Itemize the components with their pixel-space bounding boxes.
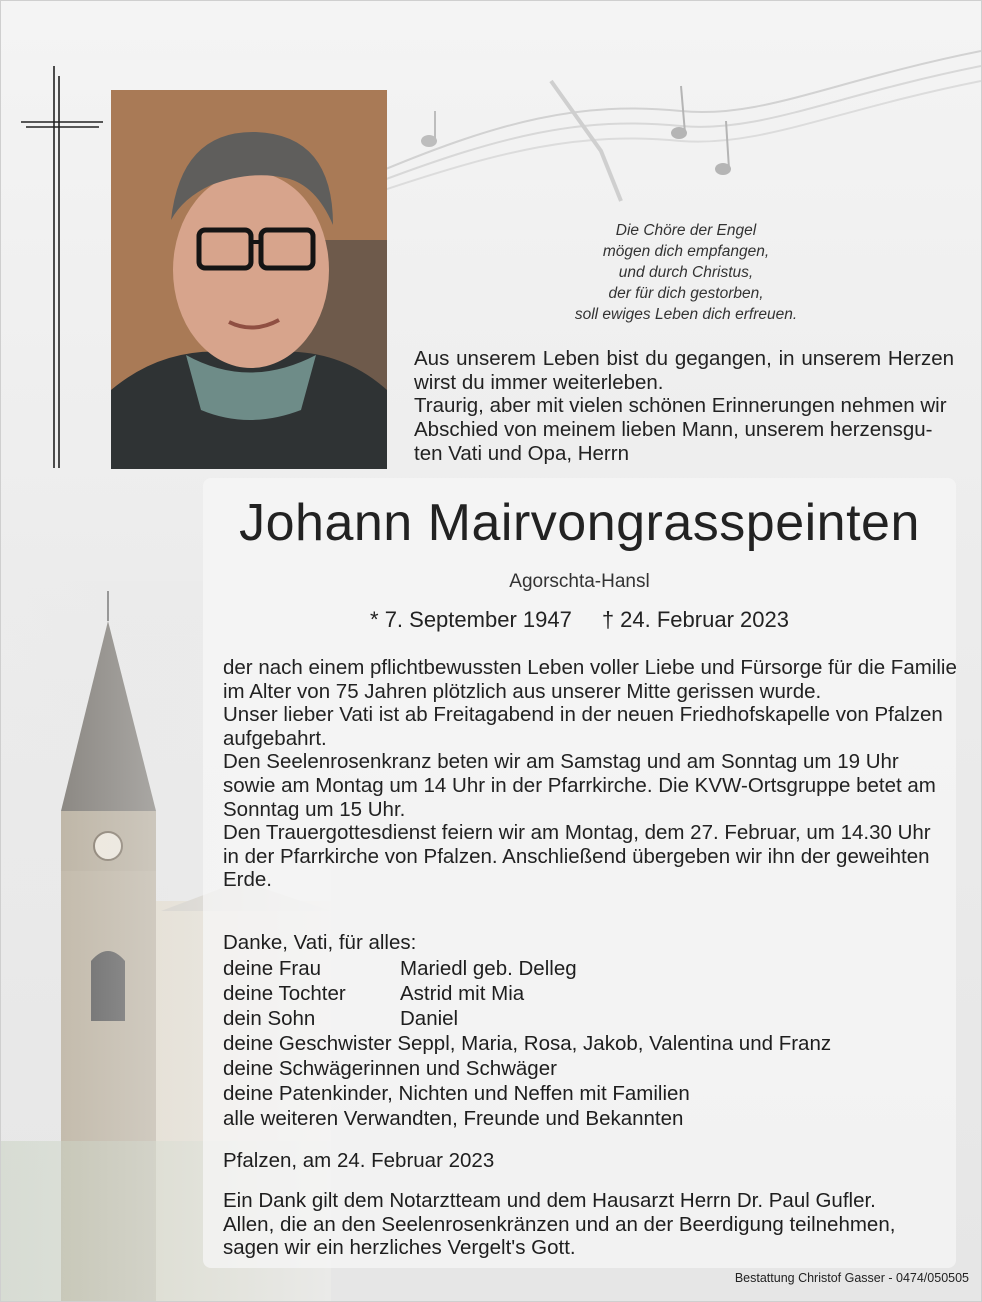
quote-verse	[521, 220, 851, 325]
body-line: sowie am Montag um 14 Uhr in der Pfarrkirche. Die KVW-Ortsgruppe betet am	[223, 773, 936, 797]
body-line: Erde.	[223, 868, 272, 892]
deceased-nickname: Agorschta-Hansl	[509, 571, 650, 592]
birth-date: * 7. September 1947	[370, 607, 572, 632]
intro-line: Aus unserem Leben bist du gegangen, in unserem Herzen	[414, 347, 954, 370]
body-line: der nach einem pflichtbewussten Leben voller Liebe und Fürsorge für die Familie	[223, 656, 957, 679]
thanks-line: Ein Dank gilt dem Notarztteam und dem Hausarzt Herrn Dr. Paul Gufler.	[223, 1189, 876, 1212]
mourner-row	[223, 1006, 953, 1031]
quote-line: der für dich gestorben,	[608, 285, 764, 302]
mourner-role: deine Tochter	[223, 982, 346, 1005]
mourner-line: deine Schwägerinnen und Schwäger	[223, 1057, 557, 1080]
quote-line: mögen dich empfangen,	[602, 243, 770, 260]
body-line: aufgebahrt.	[223, 726, 327, 750]
portrait-photo	[111, 90, 387, 469]
mourners-list	[223, 956, 953, 1131]
mourner-line: deine Patenkinder, Nichten und Neffen mit Familien	[223, 1082, 690, 1105]
quote-line: und durch Christus,	[618, 264, 754, 281]
music-notes-decoration	[381, 41, 981, 221]
mourner-role: dein Sohn	[223, 1007, 316, 1030]
place-date: Pfalzen, am 24. Februar 2023	[223, 1149, 495, 1172]
mourner-row	[223, 956, 953, 981]
quote-line: Die Chöre der Engel	[615, 222, 757, 239]
body-line: in der Pfarrkirche von Pfalzen. Anschließend übergeben wir ihn der geweihten	[223, 844, 930, 868]
announcement-text	[223, 656, 957, 892]
thanks-line: Allen, die an den Seelenrosenkränzen und an der Beerdigung teilnehmen,	[223, 1212, 896, 1236]
mourner-names: Astrid mit Mia	[400, 982, 525, 1005]
mourner-line: deine Geschwister Seppl, Maria, Rosa, Jakob, Valentina und Franz	[223, 1032, 832, 1055]
quote-line: soll ewiges Leben dich erfreuen.	[574, 306, 798, 323]
body-line: Den Trauergottesdienst feiern wir am Montag, dem 27. Februar, um 14.30 Uhr	[223, 821, 931, 845]
intro-line: wirst du immer weiterleben.	[414, 370, 664, 394]
deceased-name: Johann Mairvongrasspeinten	[239, 494, 920, 552]
mourner-role: deine Frau	[223, 957, 322, 980]
body-line: Unser lieber Vati ist ab Freitagabend in der neuen Friedhofskapelle von Pfalzen	[223, 703, 943, 727]
intro-line: ten Vati und Opa, Herrn	[414, 441, 629, 465]
mourner-names: Mariedl geb. Delleg	[400, 957, 577, 980]
thanks-text	[223, 1189, 953, 1260]
thanks-line: sagen wir ein herzliches Vergelt's Gott.	[223, 1236, 576, 1260]
funeral-home-credit: Bestattung Christof Gasser - 0474/050505	[734, 1271, 969, 1285]
mourner-line: alle weiteren Verwandten, Freunde und Bekannten	[223, 1107, 684, 1130]
life-dates	[203, 606, 956, 634]
body-line: im Alter von 75 Jahren plötzlich aus unserer Mitte gerissen wurde.	[223, 679, 822, 703]
mourner-row	[223, 981, 953, 1006]
mourner-names: Daniel	[400, 1007, 459, 1030]
cross-icon	[21, 66, 103, 468]
intro-line: Traurig, aber mit vielen schönen Erinnerungen nehmen wir	[414, 394, 947, 418]
intro-line: Abschied von meinem lieben Mann, unserem herzensgu-	[414, 418, 933, 442]
death-date: † 24. Februar 2023	[601, 607, 789, 632]
signoff-title: Danke, Vati, für alles:	[223, 931, 417, 954]
body-line: Den Seelenrosenkranz beten wir am Samstag und am Sonntag um 19 Uhr	[223, 750, 899, 774]
body-line: Sonntag um 15 Uhr.	[223, 797, 406, 821]
intro-text	[414, 347, 954, 466]
